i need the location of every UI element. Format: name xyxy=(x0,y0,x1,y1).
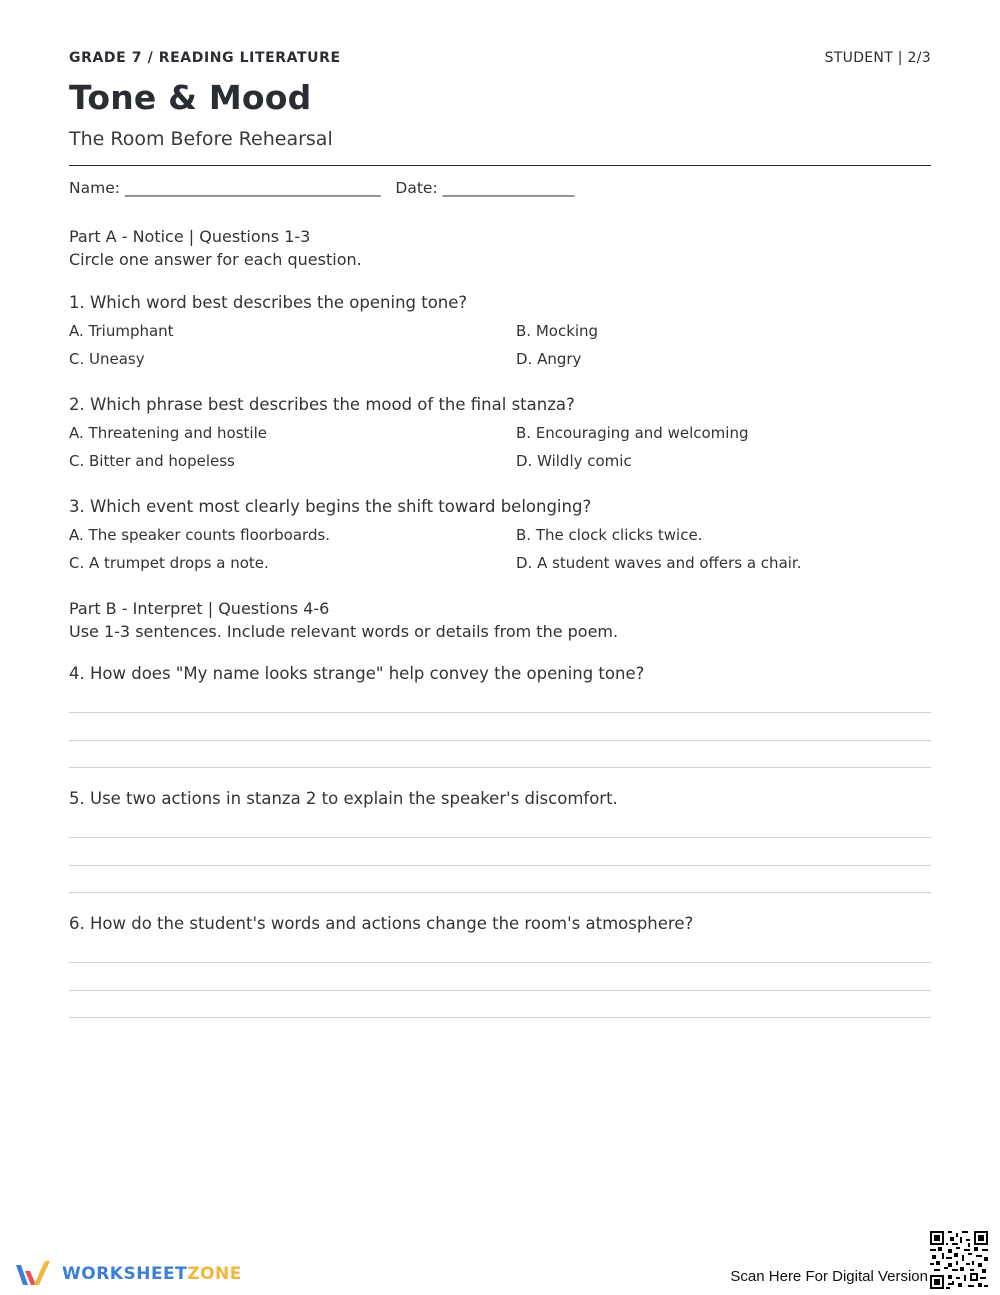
page-subtitle: The Room Before Rehearsal xyxy=(69,128,333,150)
header-divider xyxy=(69,165,931,166)
q3-option-c[interactable]: C. A trumpet drops a note. xyxy=(69,554,269,572)
question-5: 5. Use two actions in stanza 2 to explain the speaker's discomfort. xyxy=(69,789,618,808)
part-a-header xyxy=(69,225,362,271)
q1-option-b[interactable]: B. Mocking xyxy=(516,322,599,340)
question-4: 4. How does "My name looks strange" help convey the opening tone? xyxy=(69,664,645,683)
part-b-header xyxy=(69,597,618,643)
q1-option-a[interactable]: A. Triumphant xyxy=(69,322,174,340)
logo-word-zone: ZONE xyxy=(187,1264,242,1284)
scan-caption: Scan Here For Digital Version xyxy=(730,1268,928,1285)
question-2: 2. Which phrase best describes the mood of the final stanza? xyxy=(69,395,575,414)
answer-line[interactable] xyxy=(69,892,931,893)
part-b-instruction: Use 1-3 sentences. Include relevant words or details from the poem. xyxy=(69,622,619,641)
logo-word-worksheet: WORKSHEET xyxy=(62,1264,188,1284)
answer-line[interactable] xyxy=(69,1017,931,1018)
worksheetzone-logo[interactable] xyxy=(14,1259,242,1289)
answer-line[interactable] xyxy=(69,865,931,866)
worksheetzone-wordmark xyxy=(62,1264,242,1284)
answer-line[interactable] xyxy=(69,990,931,991)
q1-option-c[interactable]: C. Uneasy xyxy=(69,350,145,368)
page-label: STUDENT | 2/3 xyxy=(824,50,931,66)
name-date-fields: Name: _________________________________ Date: _________________ xyxy=(69,179,575,197)
q3-option-b[interactable]: B. The clock clicks twice. xyxy=(516,526,703,544)
question-6: 6. How do the student's words and actions change the room's atmosphere? xyxy=(69,914,694,933)
answer-line[interactable] xyxy=(69,712,931,713)
q3-option-a[interactable]: A. The speaker counts floorboards. xyxy=(69,526,331,544)
top-bar xyxy=(69,50,931,66)
q2-option-a[interactable]: A. Threatening and hostile xyxy=(69,424,267,442)
q1-option-d[interactable]: D. Angry xyxy=(516,350,582,368)
question-3: 3. Which event most clearly begins the shift toward belonging? xyxy=(69,497,592,516)
q2-option-b[interactable]: B. Encouraging and welcoming xyxy=(516,424,749,442)
q2-option-d[interactable]: D. Wildly comic xyxy=(516,452,632,470)
q2-option-c[interactable]: C. Bitter and hopeless xyxy=(69,452,235,470)
part-a-instruction: Circle one answer for each question. xyxy=(69,250,362,269)
answer-line[interactable] xyxy=(69,837,931,838)
worksheetzone-logo-icon xyxy=(14,1259,54,1289)
qr-code-icon[interactable] xyxy=(930,1231,988,1289)
q3-option-d[interactable]: D. A student waves and offers a chair. xyxy=(516,554,802,572)
page-title: Tone & Mood xyxy=(69,78,312,117)
question-1: 1. Which word best describes the opening tone? xyxy=(69,293,468,312)
part-b-heading: Part B - Interpret | Questions 4-6 xyxy=(69,599,330,618)
answer-line[interactable] xyxy=(69,962,931,963)
answer-line[interactable] xyxy=(69,740,931,741)
answer-line[interactable] xyxy=(69,767,931,768)
grade-label: GRADE 7 / READING LITERATURE xyxy=(69,50,341,66)
part-a-heading: Part A - Notice | Questions 1-3 xyxy=(69,227,311,246)
